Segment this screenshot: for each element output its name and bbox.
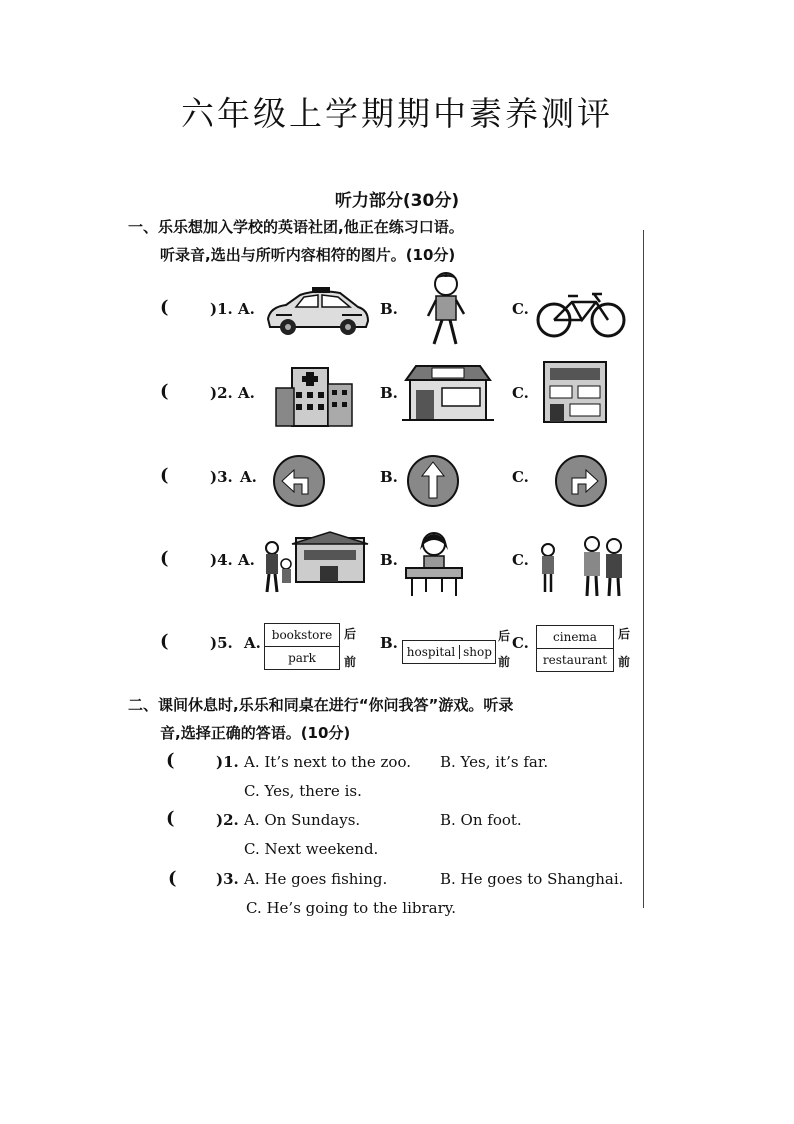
answer-paren: ( xyxy=(168,868,177,889)
go-straight-sign-icon[interactable] xyxy=(406,454,460,508)
answer-option-a[interactable]: A. It’s next to the zoo. xyxy=(244,753,411,771)
map-c-top: cinema xyxy=(553,630,597,644)
map-a-top: bookstore xyxy=(271,628,333,642)
part1-instruction-line1: 一、乐乐想加入学校的英语社团,他正在练习口语。 xyxy=(128,218,464,236)
answer-option-c[interactable]: C. He’s going to the library. xyxy=(246,899,457,917)
option-c-label: C. xyxy=(512,384,529,402)
question-number: )3. xyxy=(216,870,239,888)
answer-paren: ( xyxy=(166,808,175,829)
cinema-icon[interactable] xyxy=(540,358,610,422)
option-a-label: A. xyxy=(238,551,255,569)
option-c-label: C. xyxy=(512,634,529,652)
map-a-back-label: 后 xyxy=(344,627,357,641)
map-c-back-label: 后 xyxy=(618,627,631,641)
map-a[interactable] xyxy=(264,623,340,670)
option-a-label: A. xyxy=(244,634,261,652)
answer-paren: ( xyxy=(160,548,169,569)
answer-paren: ( xyxy=(160,297,169,318)
family-group-icon[interactable] xyxy=(536,534,636,598)
taxi-icon[interactable] xyxy=(262,285,372,337)
option-c-label: C. xyxy=(512,300,529,318)
map-b[interactable] xyxy=(402,640,496,664)
answer-option-b[interactable]: B. On foot. xyxy=(440,811,522,829)
question-number: )1. xyxy=(216,753,239,771)
option-b-label: B. xyxy=(380,384,398,402)
answer-paren: ( xyxy=(160,465,169,486)
option-b-label: B. xyxy=(380,468,398,486)
question-number: )5. xyxy=(210,634,233,652)
question-number: )3. xyxy=(210,468,233,486)
option-b-label: B. xyxy=(380,551,398,569)
answer-option-a[interactable]: A. He goes fishing. xyxy=(244,870,388,888)
map-a-bottom: park xyxy=(288,651,316,665)
question-number: )2. xyxy=(210,384,233,402)
map-c-front-label: 前 xyxy=(618,655,631,669)
section-title: 听力部分(30分) xyxy=(334,191,460,211)
map-b-left: hospital xyxy=(403,645,460,659)
answer-paren: ( xyxy=(160,631,169,652)
turn-left-sign-icon[interactable] xyxy=(272,454,326,508)
map-b-front-label: 前 xyxy=(498,655,511,669)
walking-boy-icon[interactable] xyxy=(424,270,468,348)
shop-icon[interactable] xyxy=(402,362,494,420)
option-a-label: A. xyxy=(238,384,255,402)
option-a-label: A. xyxy=(240,468,257,486)
option-b-label: B. xyxy=(380,634,398,652)
people-at-station-icon[interactable] xyxy=(258,530,370,596)
map-a-front-label: 前 xyxy=(344,655,357,669)
question-number: )1. xyxy=(210,300,233,318)
map-b-back-label: 后 xyxy=(498,629,511,643)
bicycle-icon[interactable] xyxy=(534,288,628,338)
option-b-label: B. xyxy=(380,300,398,318)
map-c[interactable] xyxy=(536,625,614,672)
answer-option-b[interactable]: B. He goes to Shanghai. xyxy=(440,870,624,888)
map-c-bottom: restaurant xyxy=(542,653,608,667)
question-number: )2. xyxy=(216,811,239,829)
answer-option-c[interactable]: C. Next weekend. xyxy=(244,840,379,858)
map-b-right: shop xyxy=(463,645,492,659)
girl-at-desk-icon[interactable] xyxy=(402,528,466,598)
margin-line xyxy=(643,230,644,908)
answer-paren: ( xyxy=(160,381,169,402)
part2-instruction-line1: 二、课间休息时,乐乐和同桌在进行“你问我答”游戏。听录 xyxy=(128,696,514,714)
answer-option-b[interactable]: B. Yes, it’s far. xyxy=(440,753,549,771)
answer-option-a[interactable]: A. On Sundays. xyxy=(244,811,361,829)
question-number: )4. xyxy=(210,551,233,569)
option-a-label: A. xyxy=(238,300,255,318)
option-c-label: C. xyxy=(512,551,529,569)
turn-right-sign-icon[interactable] xyxy=(554,454,608,508)
part1-instruction-line2: 听录音,选出与所听内容相符的图片。(10分) xyxy=(160,246,456,264)
part2-instruction-line2: 音,选择正确的答语。(10分) xyxy=(160,724,351,742)
hospital-building-icon[interactable] xyxy=(272,360,356,426)
option-c-label: C. xyxy=(512,468,529,486)
page-title: 六年级上学期期中素养测评 xyxy=(181,94,613,133)
answer-option-c[interactable]: C. Yes, there is. xyxy=(244,782,362,800)
answer-paren: ( xyxy=(166,750,175,771)
